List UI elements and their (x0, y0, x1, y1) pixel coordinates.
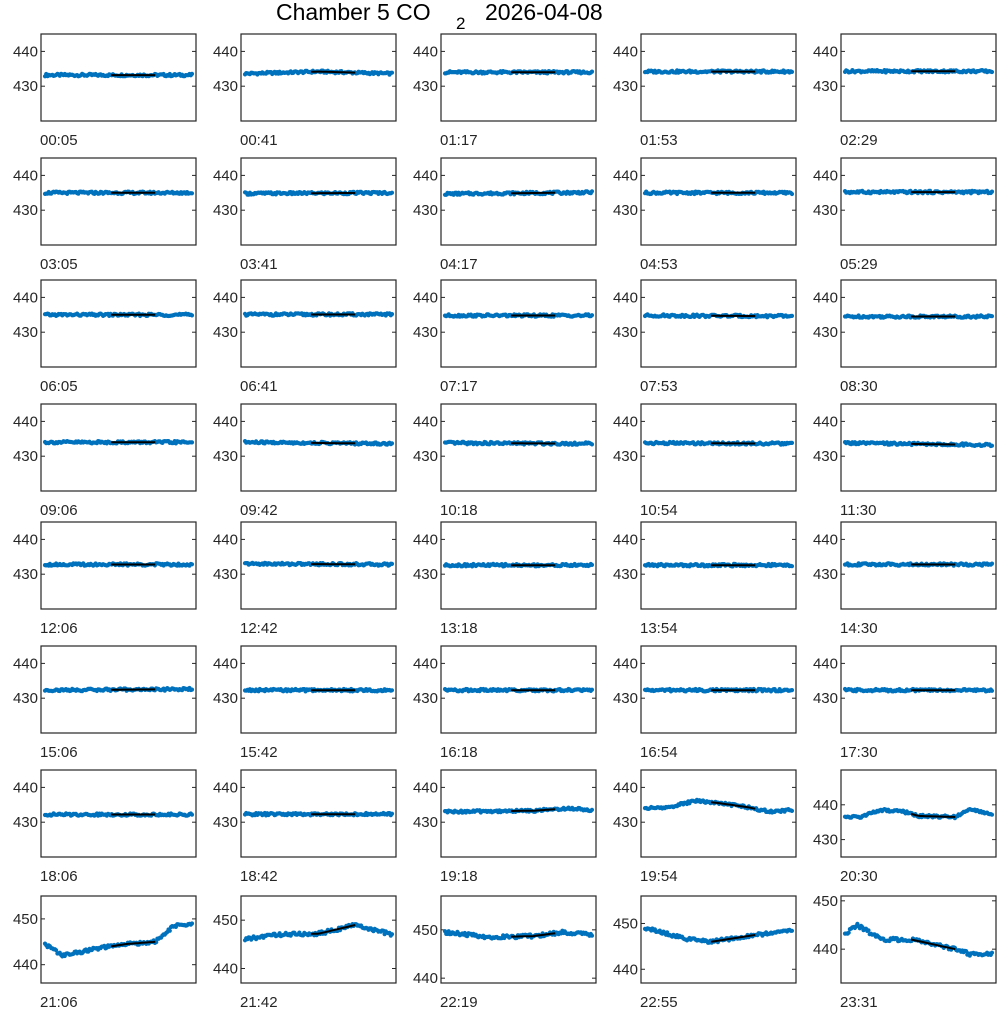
y-tick-label: 430 (612, 78, 638, 96)
y-tick-label: 440 (212, 289, 238, 307)
time-label: 14:30 (840, 620, 878, 637)
subplot-0005 (13, 34, 196, 149)
subplot-1018 (413, 404, 596, 519)
axes-box (441, 158, 596, 245)
data-point (990, 562, 994, 566)
subplot-0942 (213, 404, 396, 519)
y-tick-label: 430 (612, 324, 638, 342)
data-point (190, 440, 194, 444)
axes-box (241, 280, 396, 367)
time-label: 13:18 (440, 620, 478, 637)
y-tick-label: 440 (412, 43, 438, 61)
y-tick-label: 430 (612, 814, 638, 832)
time-label: 07:17 (440, 378, 478, 395)
y-tick-label: 430 (212, 448, 238, 466)
data-point (590, 70, 594, 74)
time-label: 05:29 (840, 256, 878, 273)
time-label: 16:18 (440, 744, 478, 761)
subplot-1842 (213, 770, 396, 885)
data-point (190, 921, 194, 925)
time-label: 12:42 (240, 620, 278, 637)
y-tick-label: 430 (212, 690, 238, 708)
y-tick-label: 440 (412, 531, 438, 549)
subplot-0453 (613, 158, 796, 273)
y-tick-label: 440 (212, 167, 238, 185)
y-tick-label: 440 (212, 413, 238, 431)
subplot-0041 (213, 34, 396, 149)
data-point (990, 813, 994, 817)
data-point (190, 562, 194, 566)
y-tick-label: 440 (12, 43, 38, 61)
y-tick-label: 440 (12, 167, 38, 185)
y-tick-label: 450 (412, 921, 438, 939)
axes-box (41, 404, 196, 491)
data-point (390, 191, 394, 195)
data-point (790, 192, 794, 196)
subplot-0341 (213, 158, 396, 273)
axes-box (241, 404, 396, 491)
subplot-1054 (613, 404, 796, 519)
data-point (390, 441, 394, 445)
data-point (590, 934, 594, 938)
data-point (790, 314, 794, 318)
y-tick-label: 440 (612, 779, 638, 797)
y-tick-label: 430 (412, 566, 438, 584)
y-tick-label: 440 (412, 167, 438, 185)
subplot-1242 (213, 522, 396, 637)
data-point (990, 190, 994, 194)
data-point (390, 312, 394, 316)
y-tick-label: 440 (812, 796, 838, 814)
y-tick-label: 430 (612, 202, 638, 220)
data-point (190, 688, 194, 692)
subplot-1206 (13, 522, 196, 637)
y-tick-label: 430 (812, 690, 838, 708)
time-label: 09:06 (40, 502, 78, 519)
time-label: 21:42 (240, 994, 278, 1011)
axes-box (841, 158, 996, 245)
subplot-1506 (13, 646, 196, 761)
y-tick-label: 440 (612, 413, 638, 431)
data-point (990, 689, 994, 693)
time-label: 00:05 (40, 132, 78, 149)
subplot-1918 (413, 770, 596, 885)
y-tick-label: 440 (412, 779, 438, 797)
data-point (590, 442, 594, 446)
y-tick-label: 430 (812, 78, 838, 96)
axes-box (841, 404, 996, 491)
y-tick-label: 440 (612, 43, 638, 61)
time-label: 02:29 (840, 132, 878, 149)
time-label: 00:41 (240, 132, 278, 149)
subplot-0305 (13, 158, 196, 273)
subplot-1618 (413, 646, 596, 761)
time-label: 10:54 (640, 502, 678, 519)
y-tick-label: 440 (412, 413, 438, 431)
time-label: 22:19 (440, 994, 478, 1011)
subplot-2142 (213, 896, 396, 1011)
subplot-0229 (813, 34, 996, 149)
axes-box (241, 158, 396, 245)
data-point (790, 70, 794, 74)
axes-box (441, 896, 596, 983)
data-point (790, 441, 794, 445)
y-tick-label: 440 (212, 655, 238, 673)
time-label: 21:06 (40, 994, 78, 1011)
y-tick-label: 430 (212, 814, 238, 832)
subplot-1730 (813, 646, 996, 761)
y-tick-label: 430 (412, 690, 438, 708)
time-label: 18:06 (40, 868, 78, 885)
time-label: 10:18 (440, 502, 478, 519)
y-tick-label: 440 (212, 43, 238, 61)
y-tick-label: 440 (212, 779, 238, 797)
subplot-0529 (813, 158, 996, 273)
y-tick-label: 440 (812, 413, 838, 431)
time-label: 17:30 (840, 744, 878, 761)
y-tick-label: 430 (212, 566, 238, 584)
time-label: 07:53 (640, 378, 678, 395)
axes-box (441, 34, 596, 121)
axes-box (241, 34, 396, 121)
y-tick-label: 430 (212, 324, 238, 342)
axes-box (641, 404, 796, 491)
axes-box (841, 34, 996, 121)
y-tick-label: 440 (12, 655, 38, 673)
subplot-1654 (613, 646, 796, 761)
title-date: 2026-04-08 (485, 0, 603, 25)
y-tick-label: 440 (412, 970, 438, 988)
y-tick-label: 430 (412, 78, 438, 96)
subplot-1806 (13, 770, 196, 885)
data-point (390, 688, 394, 692)
subplot-1354 (613, 522, 796, 637)
time-label: 01:17 (440, 132, 478, 149)
y-tick-label: 430 (612, 690, 638, 708)
data-point (990, 444, 994, 448)
y-tick-label: 430 (812, 831, 838, 849)
subplot-0117 (413, 34, 596, 149)
fit-line (311, 72, 355, 73)
data-point (390, 562, 394, 566)
y-tick-label: 430 (412, 202, 438, 220)
time-label: 09:42 (240, 502, 278, 519)
subplot-0153 (613, 34, 796, 149)
y-tick-label: 430 (612, 566, 638, 584)
y-tick-label: 430 (12, 324, 38, 342)
subplot-1318 (413, 522, 596, 637)
time-label: 03:05 (40, 256, 78, 273)
data-point (190, 72, 194, 76)
y-tick-label: 430 (412, 324, 438, 342)
y-tick-label: 430 (812, 566, 838, 584)
time-label: 19:18 (440, 868, 478, 885)
y-tick-label: 430 (12, 78, 38, 96)
time-label: 15:42 (240, 744, 278, 761)
data-point (590, 313, 594, 317)
subplot-0830 (813, 280, 996, 395)
y-tick-label: 440 (812, 655, 838, 673)
time-label: 04:53 (640, 256, 678, 273)
time-label: 12:06 (40, 620, 78, 637)
y-tick-label: 440 (812, 167, 838, 185)
y-tick-label: 430 (812, 202, 838, 220)
axes-box (641, 280, 796, 367)
subplot-1430 (813, 522, 996, 637)
subplot-0641 (213, 280, 396, 395)
subplot-1954 (613, 770, 796, 885)
axes-box (841, 280, 996, 367)
time-label: 16:54 (640, 744, 678, 761)
data-point (790, 809, 794, 813)
data-point (590, 688, 594, 692)
y-tick-label: 430 (12, 814, 38, 832)
y-tick-label: 430 (612, 448, 638, 466)
y-tick-label: 440 (612, 961, 638, 979)
y-tick-label: 440 (412, 289, 438, 307)
subplot-1130 (813, 404, 996, 519)
data-point (168, 929, 172, 933)
y-tick-label: 450 (212, 912, 238, 930)
y-tick-label: 440 (212, 531, 238, 549)
time-label: 01:53 (640, 132, 678, 149)
subplot-0753 (613, 280, 796, 395)
y-tick-label: 440 (12, 531, 38, 549)
y-tick-label: 440 (612, 167, 638, 185)
data-point (590, 563, 594, 567)
data-point (390, 812, 394, 816)
y-tick-label: 440 (612, 289, 638, 307)
y-tick-label: 430 (12, 202, 38, 220)
y-tick-label: 440 (212, 960, 238, 978)
y-tick-label: 430 (812, 448, 838, 466)
subplot-0605 (13, 280, 196, 395)
time-label: 11:30 (840, 502, 877, 519)
axes-box (641, 158, 796, 245)
axes-box (441, 280, 596, 367)
title-subscript: 2 (456, 14, 466, 33)
data-point (190, 813, 194, 817)
data-point (590, 808, 594, 812)
y-tick-label: 440 (12, 779, 38, 797)
y-tick-label: 440 (812, 43, 838, 61)
subplot-2219 (413, 896, 596, 1011)
time-label: 19:54 (640, 868, 678, 885)
time-label: 04:17 (440, 256, 478, 273)
axes-box (41, 896, 196, 983)
axes-box (41, 280, 196, 367)
y-tick-label: 450 (12, 910, 38, 928)
y-tick-label: 430 (12, 690, 38, 708)
data-point (790, 564, 794, 568)
time-label: 13:54 (640, 620, 678, 637)
title-prefix: Chamber 5 CO (276, 0, 431, 25)
y-tick-label: 440 (12, 956, 38, 974)
time-label: 20:30 (840, 868, 878, 885)
y-tick-label: 440 (812, 531, 838, 549)
time-label: 06:41 (240, 378, 278, 395)
subplot-0906 (13, 404, 196, 519)
y-tick-label: 440 (612, 655, 638, 673)
y-tick-label: 430 (412, 448, 438, 466)
y-tick-label: 440 (812, 289, 838, 307)
y-tick-label: 440 (612, 531, 638, 549)
time-label: 18:42 (240, 868, 278, 885)
data-point (190, 313, 194, 317)
y-tick-label: 450 (612, 915, 638, 933)
data-point (190, 191, 194, 195)
subplot-2106 (13, 896, 196, 1011)
data-point (390, 932, 394, 936)
subplot-0717 (413, 280, 596, 395)
subplot-2255 (613, 896, 796, 1011)
y-tick-label: 430 (12, 448, 38, 466)
y-tick-label: 430 (812, 324, 838, 342)
fit-line (911, 444, 955, 445)
subplot-0417 (413, 158, 596, 273)
y-tick-label: 430 (212, 202, 238, 220)
time-label: 08:30 (840, 378, 878, 395)
data-point (590, 189, 594, 193)
axes-box (41, 158, 196, 245)
subplot-2030 (813, 770, 996, 885)
y-tick-label: 430 (12, 566, 38, 584)
subplot-1542 (213, 646, 396, 761)
data-point (790, 688, 794, 692)
data-point (990, 70, 994, 74)
y-tick-label: 430 (412, 814, 438, 832)
y-tick-label: 440 (412, 655, 438, 673)
data-point (390, 71, 394, 75)
time-label: 15:06 (40, 744, 78, 761)
y-tick-label: 430 (212, 78, 238, 96)
axes-box (441, 404, 596, 491)
y-tick-label: 440 (12, 413, 38, 431)
axes-box (641, 34, 796, 121)
y-tick-label: 440 (12, 289, 38, 307)
time-label: 03:41 (240, 256, 278, 273)
data-point (990, 314, 994, 318)
time-label: 06:05 (40, 378, 78, 395)
